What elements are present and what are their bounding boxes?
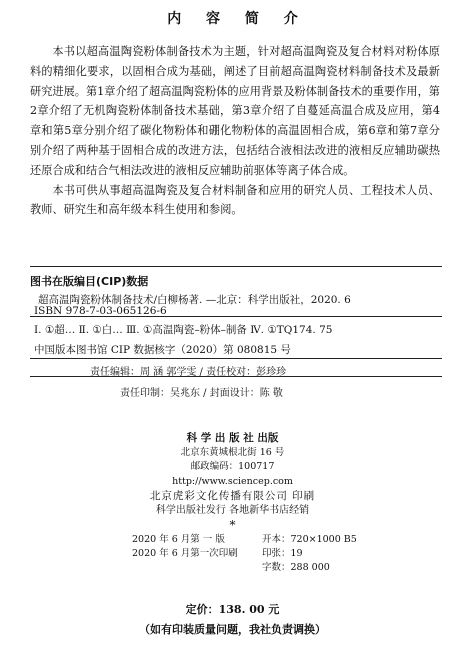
quality-notice: （如有印装质量问题，我社负责调换）	[139, 623, 326, 636]
cip-record-number: 中国版本图书馆 CIP 数据核字（2020）第 080815 号	[34, 344, 291, 356]
staff-production: 责任印制：吴兆东 / 封面设计：陈 敬	[120, 388, 283, 399]
page-title: 内 容 简 介	[167, 11, 308, 27]
impression: 2020 年 6 月第一次印刷	[132, 548, 238, 560]
staff-editors: 责任编辑：周 涵 郭学雯 / 责任校对：彭珍珍	[90, 367, 287, 378]
publisher-block	[0, 431, 465, 531]
publisher-name: 科 学 出 版 社 出版	[186, 432, 279, 444]
cip-heading: 图书在版编目(CIP)数据	[30, 275, 149, 288]
publisher-postcode: 邮政编码：100717	[190, 461, 275, 473]
cip-isbn: ISBN 978-7-03-065126-6	[34, 305, 167, 317]
abstract	[30, 42, 440, 220]
cip-classification: Ⅰ. ①超… Ⅱ. ①白… Ⅲ. ①高温陶瓷–粉体–制备 Ⅳ. ①TQ174. 75	[34, 324, 333, 336]
distribution: 科学出版社发行 各地新华书店经销	[155, 504, 310, 516]
edition: 2020 年 6 月第 一 版	[132, 534, 225, 545]
printing-info	[0, 533, 465, 576]
abstract-paragraph-1: 本书以超高温陶瓷粉体制备技术为主题，针对超高温陶瓷及复合材料对粉体原料的精细化要求，以固相合成为基础，阐述了目前超高温陶瓷材料制备技术及最新研究进展。第1章介绍了超高温陶瓷粉体的应用背景及粉体制备技术的重要作用，第2章介绍了无机陶瓷粉体制备技术基础，第3章介绍了自蔓延高温合成及应用，第4章和第5章分别介绍了碳化物粉体和硼化物粉体的高温固相合成，第6章和第7章分别介绍了两种基于固相合成的改进方法，包括结合液相法改进的液相反应辅助碳热还原合成和结合气相法改进的液相反应辅助前驱体等离子体合成。	[30, 45, 440, 177]
separator-star: *	[229, 517, 236, 532]
format: 开本：720×1000 B5	[262, 534, 357, 545]
publisher-address: 北京东黄城根北街 16 号	[180, 446, 285, 458]
word-count: 字数：288 000	[262, 562, 330, 574]
printer: 北京虎彩文化传播有限公司 印刷	[149, 490, 316, 503]
price: 定价：138. 00 元	[185, 603, 280, 616]
divider	[30, 358, 442, 359]
abstract-paragraph-2: 本书可供从事超高温陶瓷及复合材料制备和应用的研究人员、工程技术人员、教师、研究生和高年级本科生使用和参阅。	[30, 183, 440, 217]
publisher-url: http://www.sciencep.com	[172, 475, 293, 487]
divider	[30, 316, 442, 317]
sheets: 印张：19	[262, 548, 303, 560]
divider	[30, 376, 442, 377]
cip-citation: 超高温陶瓷粉体制备技术/白柳杨著. —北京：科学出版社，2020. 6	[38, 294, 351, 306]
divider	[30, 266, 442, 267]
